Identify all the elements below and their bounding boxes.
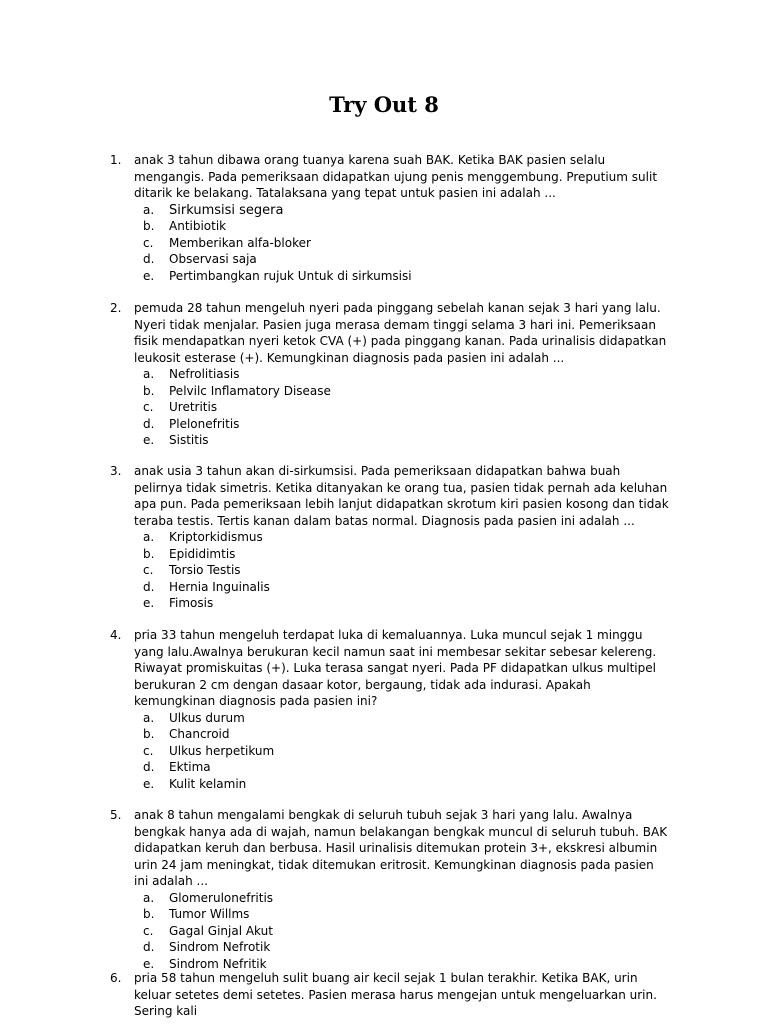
option-a: a. Sirkumsisi segera (143, 202, 284, 218)
option-b: b. Antibiotik (143, 219, 227, 233)
question-3 (110, 463, 670, 612)
question-text: anak usia 3 tahun akan di-sirkumsisi. Pada pemeriksaan didapatkan bahwa buah pelirnya tidak simetris. Ketika ditanyakan ke orang tua, pasien tidak pernah ada keluhan apa pun. Pada pemeriksaan lebih lanjut didapatkan skrotum kiri pasien kosong dan tidak teraba testis. Tertis kanan dalam batas normal. Diagnosis pada pasien ini adalah ... (134, 464, 669, 528)
option-d: d. Sindrom Nefrotik (143, 940, 271, 954)
option-c: c. Torsio Testis (143, 563, 241, 577)
option-b: b. Pelvilc Inflamatory Disease (143, 383, 331, 398)
question-number: 4. (110, 628, 122, 642)
option-list (143, 890, 670, 973)
question-number: 3. (110, 464, 122, 478)
option-d: d. Ektima (143, 760, 211, 774)
question-number: 5. (110, 808, 122, 822)
page-title: Try Out 8 (329, 92, 439, 117)
option-c: c. Gagal Ginjal Akut (143, 923, 273, 938)
option-b: b. Chancroid (143, 727, 230, 741)
option-e: e. Pertimbangkan rujuk Untuk di sirkumsisi (143, 268, 412, 283)
question-text: anak 8 tahun mengalami bengkak di seluruh tubuh sejak 3 hari yang lalu. Awalnya bengkak hanya ada di wajah, namun belakangan bengkak muncul di seluruh tubuh. BAK didapatkan keruh dan berbusa. Hasil urinalisis ditemukan protein 3+, ekskresi albumin urin 24 jam meningkat, tidak ditemukan eritrosit. Kemungkinan diagnosis pada pasien ini adalah ... (134, 808, 668, 888)
option-a: a. Glomerulonefritis (143, 890, 274, 905)
question-text: pemuda 28 tahun mengeluh nyeri pada pinggang sebelah kanan sejak 3 hari yang lalu. Nyeri tidak menjalar. Pasien juga merasa demam tinggi selama 3 hari ini. Pemeriksaan fisik mendapatkan nyeri ketok CVA (+) pada pinggang kanan. Pada urinalisis didapatkan leukosit esterase (+). Kemungkinan diagnosis pada pasien ini adalah ... (134, 301, 667, 365)
question-1 (110, 152, 670, 284)
question-text: anak 3 tahun dibawa orang tuanya karena suah BAK. Ketika BAK pasien selalu mengangis. Pada pemeriksaan didapatkan ujung penis menggembung. Preputium sulit ditarik ke belakang. Tatalaksana yang tepat untuk pasien ini adalah ... (134, 153, 658, 200)
question-number: 6. (110, 971, 122, 985)
question-number: 1. (110, 153, 122, 167)
option-d: d. Hernia Inguinalis (143, 579, 270, 594)
question-4 (110, 627, 670, 792)
option-c: c. Ulkus herpetikum (143, 743, 275, 758)
option-d: d. Observasi saja (143, 252, 257, 266)
question-2 (110, 300, 670, 449)
option-c: c. Memberikan alfa-bloker (143, 235, 311, 250)
question-6 (110, 970, 670, 1020)
option-b: b. Epididimtis (143, 546, 236, 561)
option-a: a. Ulkus durum (143, 710, 245, 725)
question-text: pria 58 tahun mengeluh sulit buang air kecil sejak 1 bulan terakhir. Ketika BAK, urin keluar setetes demi setetes. Pasien merasa harus mengejan untuk mengeluarkan urin. Sering kali (134, 971, 657, 1018)
option-list (143, 366, 670, 449)
option-e: e. Kulit kelamin (143, 776, 247, 791)
option-e: e. Sindrom Nefritik (143, 956, 267, 971)
option-list (143, 710, 670, 793)
option-e: e. Sistitis (143, 433, 209, 447)
question-text: pria 33 tahun mengeluh terdapat luka di kemaluannya. Luka muncul sejak 1 minggu yang lalu.Awalnya berukuran kecil namun saat ini membesar sekitar sebesar kelereng. Riwayat promiskuitas (+). Luka terasa sangat nyeri. Pada PF didapatkan ulkus multipel berukuran 2 cm dengan dasaar kotor, bergaung, tidak ada indurasi. Apakah kemungkinan diagnosis pada pasien ini? (134, 628, 657, 708)
option-a: a. Nefrolitiasis (143, 367, 240, 381)
option-list (143, 202, 670, 285)
option-d: d. Plelonefritis (143, 416, 240, 431)
question-number: 2. (110, 301, 122, 315)
option-b: b. Tumor Willms (143, 907, 250, 921)
option-c: c. Uretritis (143, 400, 218, 414)
option-a: a. Kriptorkidismus (143, 530, 263, 544)
question-5 (110, 807, 670, 972)
option-e: e. Fimosis (143, 596, 214, 610)
option-list (143, 529, 670, 612)
